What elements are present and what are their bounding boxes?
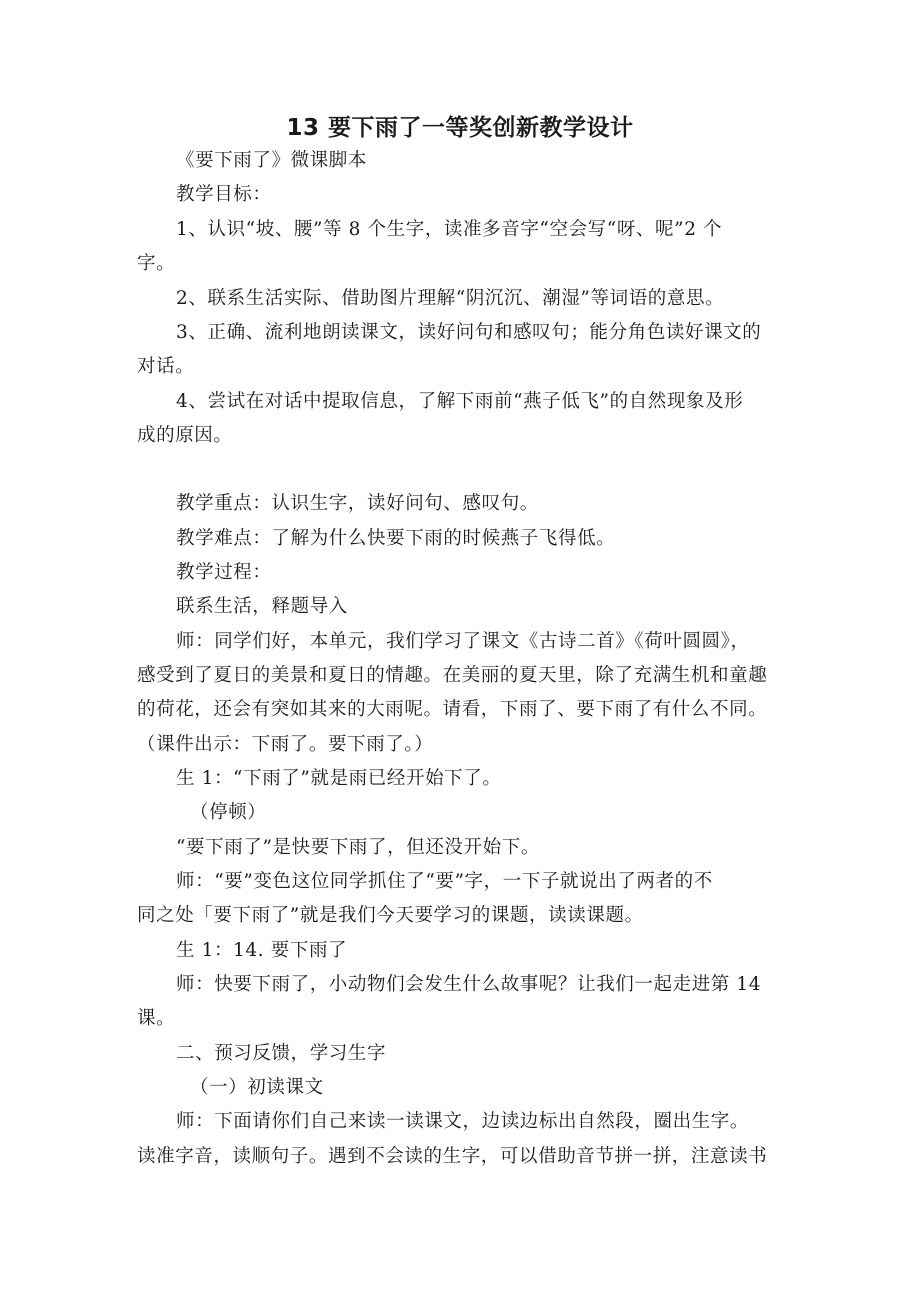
student-2: 生 1：14. 要下雨了 — [176, 940, 348, 961]
teacher-1-line-1: 师：同学们好，本单元，我们学习了课文《古诗二首》《荷叶圆圆》， — [176, 631, 750, 652]
teacher-4-line-2: 读准字音，读顺句子。遇到不会读的生字，可以借助音节拼一拼，注意读书 — [137, 1146, 768, 1167]
student-1b: “要下雨了”是快要下雨了，但还没开始下。 — [176, 837, 540, 858]
objective-3-line-1: 3、正确、流利地朗读课文，读好问句和感叹句；能分角色读好课文的 — [176, 322, 762, 343]
teacher-2-line-2: 同之处「要下雨了”就是我们今天要学习的课题，读读课题。 — [137, 905, 644, 926]
teacher-3-line-1: 师：快要下雨了，小动物们会发生什么故事呢？让我们一起走进第 14 — [176, 974, 762, 995]
document-title: 13 要下雨了一等奖创新教学设计 — [286, 115, 634, 141]
section-2-heading: 二、预习反馈，学习生字 — [176, 1043, 387, 1064]
teacher-1-line-4: （课件出示：下雨了。要下雨了。） — [137, 734, 434, 755]
objective-4-line-2: 成的原因。 — [137, 425, 233, 446]
objective-4-line-1: 4、尝试在对话中提取信息，了解下雨前“燕子低飞”的自然现象及形 — [176, 391, 744, 412]
difficulty: 教学难点：了解为什么快要下雨的时候燕子飞得低。 — [176, 528, 616, 549]
section-1-heading: 联系生活，释题导入 — [176, 596, 348, 617]
objective-1-line-2: 字。 — [137, 253, 176, 274]
section-2-subheading: （一）初读课文 — [190, 1077, 324, 1098]
teacher-2-line-1: 师：“要”变色这位同学抓住了“要”字，一下子就说出了两者的不 — [176, 871, 713, 892]
objective-2: 2、联系生活实际、借助图片理解“阴沉沉、潮湿”等词语的意思。 — [176, 288, 725, 309]
teacher-1-line-2: 感受到了夏日的美景和夏日的情趣。在美丽的夏天里，除了充满生机和童趣 — [137, 665, 768, 686]
student-1: 生 1：“下雨了”就是雨已经开始下了。 — [176, 768, 502, 789]
objective-3-line-2: 对话。 — [137, 356, 195, 377]
pause-note: （停顿） — [190, 802, 267, 823]
teacher-1-line-3: 的荷花，还会有突如其来的大雨呢。请看，下雨了、要下雨了有什么不同。 — [137, 699, 768, 720]
objectives-heading: 教学目标： — [176, 184, 272, 205]
teacher-4-line-1: 师：下面请你们自己来读一读课文，边读边标出自然段，圈出生字。 — [176, 1111, 750, 1132]
teacher-3-line-2: 课。 — [137, 1008, 176, 1029]
process-heading: 教学过程： — [176, 562, 272, 583]
document-subtitle: 《要下雨了》微课脚本 — [176, 150, 368, 171]
key-point: 教学重点：认识生字，读好问句、感叹句。 — [176, 493, 539, 514]
objective-1-line-1: 1、认识“坡、腰”等 8 个生字，读准多音字“空会写“呀、呢”2 个 — [176, 219, 723, 240]
